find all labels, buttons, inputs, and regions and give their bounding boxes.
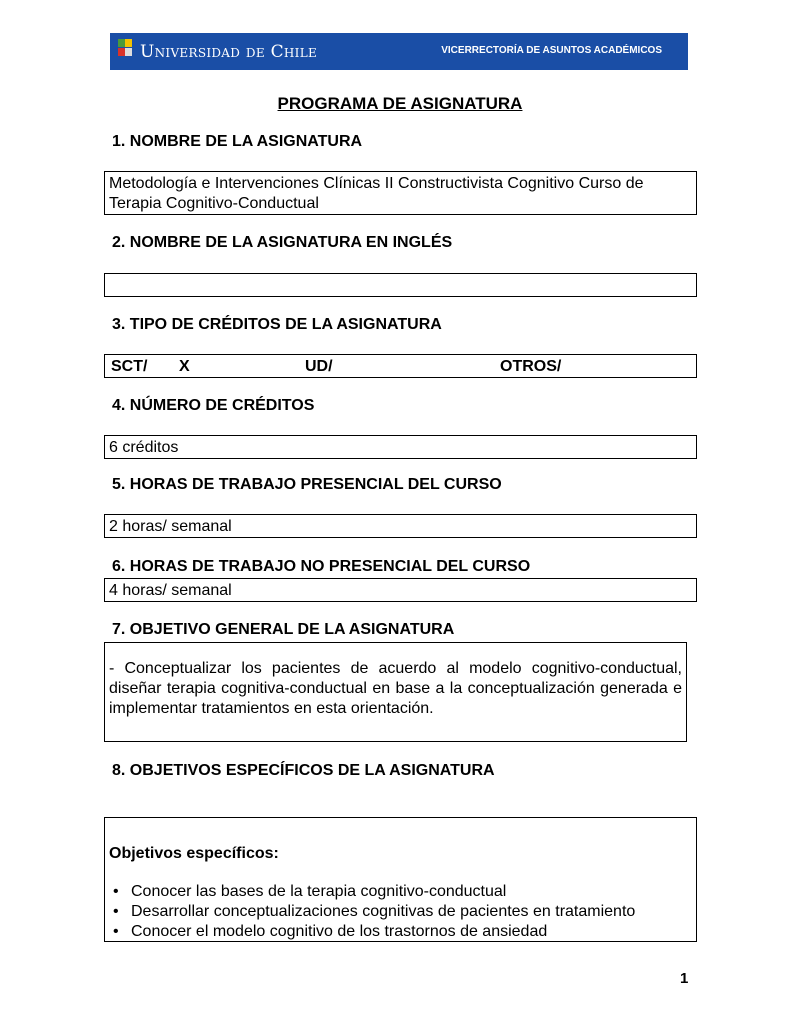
section-7-box: - Conceptualizar los pacientes de acuerdo al modelo cognitivo-conductual, diseñar terapia cognitiva-conductual en base a la conceptualización generada e implementar tratamientos en esta orientación. xyxy=(104,642,687,742)
section-4-box: 6 créditos xyxy=(104,435,697,459)
section-3-box xyxy=(104,354,697,378)
section-1-box: Metodología e Intervenciones Clínicas II Constructivista Cognitivo Curso de Terapia Cognitivo-Conductual xyxy=(104,171,697,215)
section-8-heading: 8. OBJETIVOS ESPECÍFICOS DE LA ASIGNATURA xyxy=(112,762,495,779)
section-2-heading: 2. NOMBRE DE LA ASIGNATURA EN INGLÉS xyxy=(112,234,453,251)
section-5-heading: 5. HORAS DE TRABAJO PRESENCIAL DEL CURSO xyxy=(112,476,502,493)
section-6-box: 4 horas/ semanal xyxy=(104,578,697,602)
university-name: Universidad de Chile xyxy=(140,42,318,62)
sct-label: SCT/ xyxy=(111,358,148,375)
section-5-box: 2 horas/ semanal xyxy=(104,514,697,538)
section-3-heading: 3. TIPO DE CRÉDITOS DE LA ASIGNATURA xyxy=(112,316,442,333)
section-6-heading: 6. HORAS DE TRABAJO NO PRESENCIAL DEL CURSO xyxy=(112,558,531,575)
section-7-heading: 7. OBJETIVO GENERAL DE LA ASIGNATURA xyxy=(112,621,455,638)
section-4-heading: 4. NÚMERO DE CRÉDITOS xyxy=(112,397,315,414)
header-banner xyxy=(110,33,688,70)
unit-name: VICERRECTORÍA DE ASUNTOS ACADÉMICOS xyxy=(441,45,662,56)
otros-label: OTROS/ xyxy=(500,358,562,375)
section-2-box xyxy=(104,273,697,297)
list-item: • Conocer las bases de la terapia cognitivo-conductual xyxy=(109,882,692,902)
list-item: • Desarrollar conceptualizaciones cognitivas de pacientes en tratamiento xyxy=(109,902,692,922)
university-crest-icon xyxy=(118,39,132,65)
section-1-heading: 1. NOMBRE DE LA ASIGNATURA xyxy=(112,133,363,150)
objectives-list xyxy=(109,882,692,942)
sct-mark: X xyxy=(179,358,190,375)
page-title: PROGRAMA DE ASIGNATURA xyxy=(277,94,523,113)
page-number: 1 xyxy=(680,970,689,987)
list-item: • Conocer el modelo cognitivo de los trastornos de ansiedad xyxy=(109,922,692,942)
ud-label: UD/ xyxy=(305,358,333,375)
objectives-subheading: Objetivos específicos: xyxy=(109,845,279,862)
section-8-box xyxy=(104,817,697,942)
